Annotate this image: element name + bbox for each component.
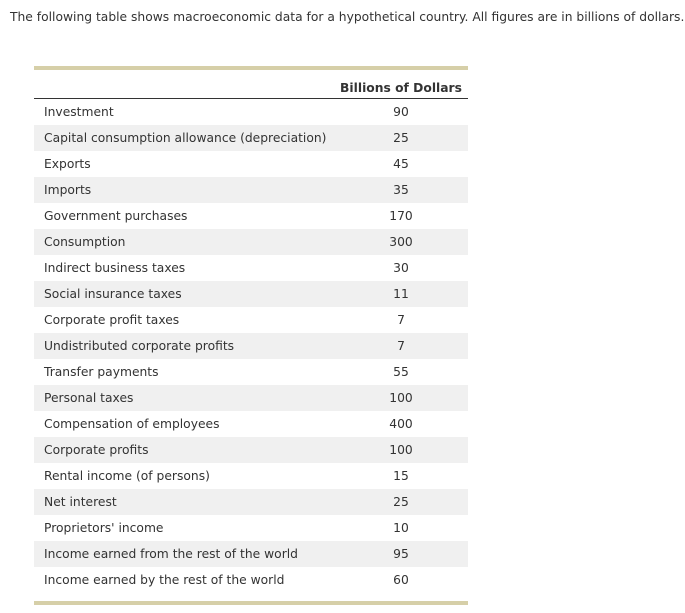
row-value: 15 [393, 469, 409, 483]
table-row [34, 541, 468, 567]
row-label: Exports [44, 157, 91, 171]
intro-text: The following table shows macroeconomic data for a hypothetical country. All figures are in billions of dollars. [10, 10, 685, 24]
row-value: 25 [334, 489, 468, 515]
row-label: Capital consumption allowance (depreciation) [34, 125, 334, 151]
row-value: 45 [393, 157, 409, 171]
row-value: 100 [334, 385, 468, 411]
table-row [34, 437, 468, 463]
row-label: Corporate profit taxes [44, 313, 180, 327]
table-bottom-rule [34, 601, 468, 605]
row-label: Social insurance taxes [34, 281, 334, 307]
table-row [34, 281, 468, 307]
table-row [34, 515, 468, 541]
table-row [34, 489, 468, 515]
row-label: Government purchases [44, 209, 188, 223]
table-row [34, 99, 468, 126]
macro-data-table [34, 70, 468, 593]
table-row [34, 463, 468, 489]
row-label: Investment [44, 105, 114, 119]
table-row [34, 177, 468, 203]
table-row [34, 125, 468, 151]
row-label: Corporate profits [34, 437, 334, 463]
row-label: Compensation of employees [44, 417, 220, 431]
table-row [34, 255, 468, 281]
row-label: Personal taxes [34, 385, 334, 411]
row-label: Rental income (of persons) [44, 469, 210, 483]
table-row [34, 567, 468, 593]
row-value: 10 [393, 521, 409, 535]
row-label: Undistributed corporate profits [34, 333, 334, 359]
row-value: 35 [334, 177, 468, 203]
row-label: Proprietors' income [44, 521, 164, 535]
table-row [34, 359, 468, 385]
row-label: Net interest [34, 489, 334, 515]
header-label-cell [34, 70, 334, 99]
row-value: 300 [334, 229, 468, 255]
row-value: 7 [334, 333, 468, 359]
table-header-row [34, 70, 468, 99]
header-value-cell [334, 70, 468, 99]
table-row [34, 307, 468, 333]
table-row [34, 385, 468, 411]
row-label: Income earned from the rest of the world [34, 541, 334, 567]
row-value: 400 [389, 417, 413, 431]
row-label: Income earned by the rest of the world [44, 573, 285, 587]
table-body [34, 99, 468, 594]
row-value: 60 [393, 573, 409, 587]
row-value: 100 [334, 437, 468, 463]
row-value: 90 [393, 105, 409, 119]
table-row [34, 203, 468, 229]
row-value: 55 [393, 365, 409, 379]
row-label: Indirect business taxes [44, 261, 186, 275]
row-label: Imports [34, 177, 334, 203]
table-row [34, 411, 468, 437]
table-row [34, 333, 468, 359]
row-value: 170 [389, 209, 413, 223]
header-value-text: Billions of Dollars [340, 81, 462, 95]
macro-data-table-container [34, 66, 468, 605]
row-value: 95 [334, 541, 468, 567]
row-label: Transfer payments [44, 365, 159, 379]
table-row [34, 151, 468, 177]
row-value: 25 [334, 125, 468, 151]
table-row [34, 229, 468, 255]
row-label: Consumption [34, 229, 334, 255]
row-value: 30 [393, 261, 409, 275]
row-value: 7 [397, 313, 405, 327]
row-value: 11 [334, 281, 468, 307]
